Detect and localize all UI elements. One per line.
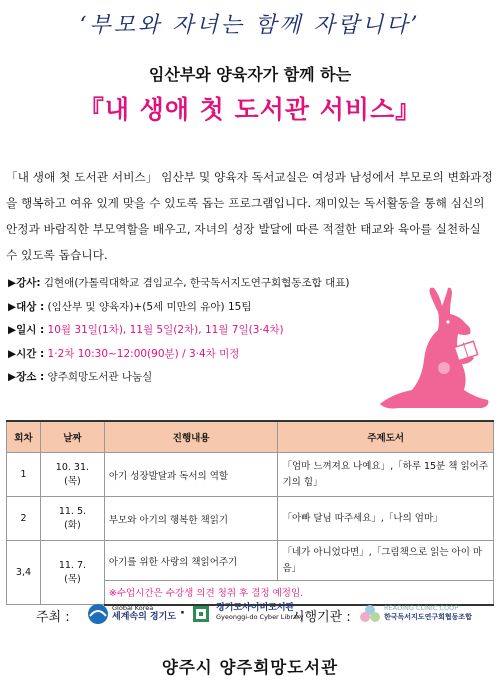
intro-paragraph: 「내 생애 첫 도서관 서비스」 임산부 및 양육자 독서교실은 여성과 남성에서 부모로의 변화과정을 행복하고 여유 있게 맞을 수 있도록 돕는 프로그램입니다. 재미있는 독서활동을 통해 심신의 안정과 바람직한 부모역할을 배우고, 자녀의 성장 발달에 따른 적절한 태교와 육아를 실천하실 수 있도록 돕습니다. (6, 170, 493, 262)
logo-separator: · (180, 606, 185, 621)
cyber-library-logo (190, 600, 304, 628)
library-book-icon (190, 602, 212, 626)
header-books: 주제도서 (278, 421, 494, 453)
instructor-label: ▶강사: (8, 277, 41, 289)
target-label: ▶대상 : (8, 300, 45, 313)
table-row (7, 453, 494, 497)
subtitle: 임산부와 양육자가 함께 하는 (148, 65, 352, 84)
date-cell (40, 497, 104, 541)
footer-organization: 양주시 양주희망도서관 (161, 658, 339, 677)
day-text: (목) (64, 574, 81, 585)
date-cell (40, 541, 104, 605)
time-value: 1·2차 10:30~12:00(90분) / 3·4차 미정 (44, 347, 240, 360)
date-text: 11. 7. (58, 560, 87, 571)
place-row (8, 366, 388, 390)
session-cell: 1 (7, 453, 41, 497)
instructor-row (8, 272, 388, 296)
gyeonggi-emblem-icon (86, 602, 110, 626)
content-cell: 아기 성장발달과 독서의 역할 (104, 453, 278, 497)
gyeonggi-logo (86, 600, 176, 628)
date-text: 10. 31. (55, 462, 90, 473)
date-cell (40, 453, 104, 497)
instructor-value: 김현애(가톨릭대학교 겸임교수, 한국독서지도연구회협동조합 대표) (40, 277, 350, 289)
content-cell: 아기를 위한 사랑의 책읽어주기 (104, 541, 278, 581)
page-title: 『내 생애 첫 도서관 서비스』 (78, 95, 422, 124)
books-cell: 「엄마 느껴져요 나예요」,「하루 15분 책 읽어주기의 힘」 (278, 453, 494, 497)
date-text: 11. 5. (58, 506, 87, 517)
books-cell: 「아빠 달님 따주세요」,「나의 엄마」 (278, 497, 494, 541)
schedule-note: ※수업시간은 수강생 의견 청취 후 결정 예정임. (104, 581, 493, 605)
date-label: ▶일시 : (8, 324, 45, 337)
info-list (8, 272, 388, 390)
logo1-main: 세계속의 경기도 (112, 612, 176, 622)
slogan: ‘부모와 자녀는 함께 자랍니다’ (79, 13, 421, 38)
header-date: 날짜 (40, 421, 104, 453)
coop-logo (358, 600, 492, 628)
day-text: (화) (64, 520, 81, 531)
time-label: ▶시간 : (8, 347, 45, 360)
date-value: 10월 31일(1차), 11월 5일(2차), 11월 7일(3·4차) (44, 324, 284, 337)
place-label: ▶장소 : (8, 371, 45, 384)
books-cell: 「네가 아니었다면」,「그림책으로 읽는 아이 마음」 (278, 541, 494, 581)
logo3-main: 한국독서지도연구회협동조합 (384, 613, 472, 621)
target-row (8, 296, 388, 320)
day-text: (목) (64, 476, 81, 487)
content-cell: 부모와 아기의 행복한 책읽기 (104, 497, 278, 541)
organizer-label: 시행기관 : (292, 610, 351, 625)
logo2-main: 경기도사이버도서관 (216, 603, 295, 613)
logo1-small: Global Korea (112, 604, 154, 612)
coop-flower-icon (358, 602, 382, 626)
target-value: (임산부 및 양육자)+(5세 미만의 유아) 15팀 (44, 300, 252, 313)
time-row (8, 343, 388, 367)
date-row (8, 319, 388, 343)
table-row (7, 497, 494, 541)
header-content: 진행내용 (104, 421, 278, 453)
schedule-table (6, 420, 494, 606)
hosts-bar (8, 598, 494, 630)
session-cell: 3,4 (7, 541, 41, 605)
kangaroo-reading-illustration (378, 282, 494, 412)
logo3-small: READING CLINIC COOP (384, 604, 459, 612)
host-label: 주최 : (36, 610, 70, 625)
table-row (7, 541, 494, 581)
logo2-small: Gyeonggi-do Cyber Library (216, 613, 304, 621)
place-value: 양주희망도서관 나눔실 (44, 371, 153, 384)
table-header-row (7, 421, 494, 453)
session-cell: 2 (7, 497, 41, 541)
header-session: 회차 (7, 421, 41, 453)
